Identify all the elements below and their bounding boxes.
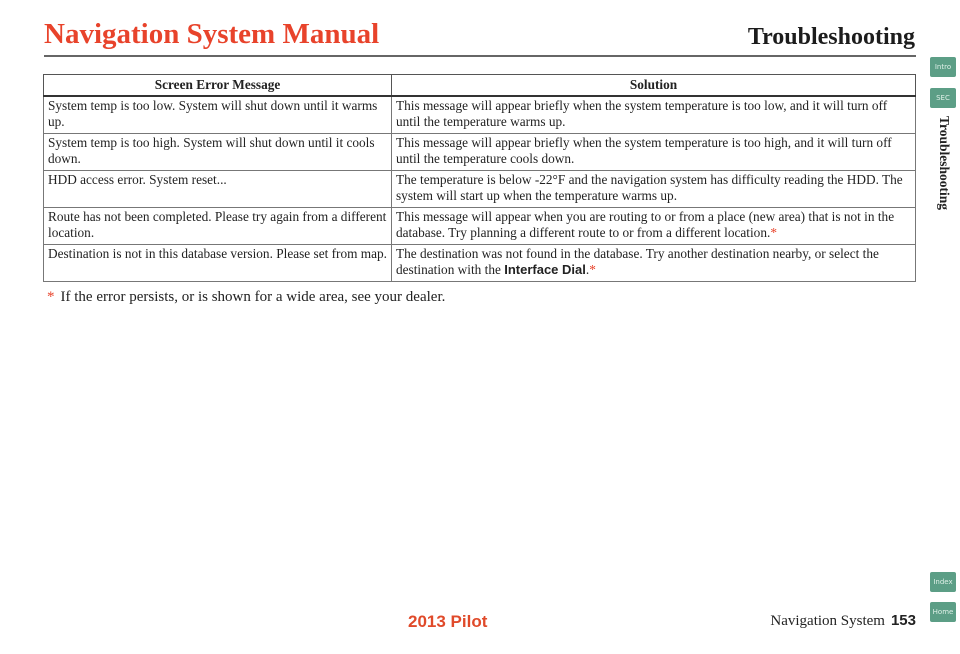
table-row <box>44 171 916 208</box>
solution-cell: This message will appear briefly when the system temperature is too low, and it will turn off until the temperature warms up. <box>392 96 916 134</box>
table-row <box>44 134 916 171</box>
solution-cell: The temperature is below -22°F and the navigation system has difficulty reading the HDD. The system will start up when the temperature warms up. <box>392 171 916 208</box>
footer-label: Navigation System <box>770 613 885 629</box>
solution-cell: This message will appear briefly when the system temperature is too high, and it will turn off until the temperature cools down. <box>392 134 916 171</box>
sec-tab[interactable]: SEC <box>930 88 956 108</box>
intro-tab[interactable]: Intro <box>930 57 956 77</box>
footnote <box>47 289 445 306</box>
vertical-section-label <box>936 116 952 226</box>
column-header-solution: Solution <box>392 75 916 97</box>
table-row <box>44 245 916 282</box>
table-row <box>44 208 916 245</box>
error-message-table <box>43 74 916 282</box>
column-header-message: Screen Error Message <box>44 75 392 97</box>
error-message-cell: HDD access error. System reset... <box>44 171 392 208</box>
home-tab[interactable]: Home <box>930 602 956 622</box>
footnote-text: If the error persists, or is shown for a wide area, see your dealer. <box>60 289 446 305</box>
page-title: Navigation System Manual <box>44 18 380 50</box>
error-message-cell: System temp is too low. System will shut down until it warms up. <box>44 96 392 134</box>
index-tab[interactable]: Index <box>930 572 956 592</box>
section-title: Troubleshooting <box>747 24 915 50</box>
solution-text: This message will appear when you are routing to or from a place (new area) that is not in the database. Try planning a different route to or from a different location. <box>396 209 895 240</box>
table-row <box>44 96 916 134</box>
solution-end: . <box>585 262 590 277</box>
solution-text: The destination was not found in the database. Try another destination nearby, or select the destination with the <box>396 246 879 277</box>
solution-cell <box>392 208 916 245</box>
vertical-section-text: Troubleshooting <box>937 116 952 211</box>
error-message-cell: Route has not been completed. Please try again from a different location. <box>44 208 392 245</box>
table-header-row <box>44 75 916 97</box>
asterisk-mark: * <box>770 225 777 240</box>
header-divider <box>44 55 916 57</box>
page-number: 153 <box>890 612 916 629</box>
interface-dial-term: Interface Dial <box>504 262 586 277</box>
error-message-cell: System temp is too high. System will shut down until it cools down. <box>44 134 392 171</box>
solution-cell <box>392 245 916 282</box>
footnote-asterisk: * <box>47 289 55 305</box>
watermark: 2013 Pilot <box>408 612 488 631</box>
asterisk-mark: * <box>589 262 596 277</box>
error-message-cell: Destination is not in this database version. Please set from map. <box>44 245 392 282</box>
page-footer <box>770 612 916 630</box>
